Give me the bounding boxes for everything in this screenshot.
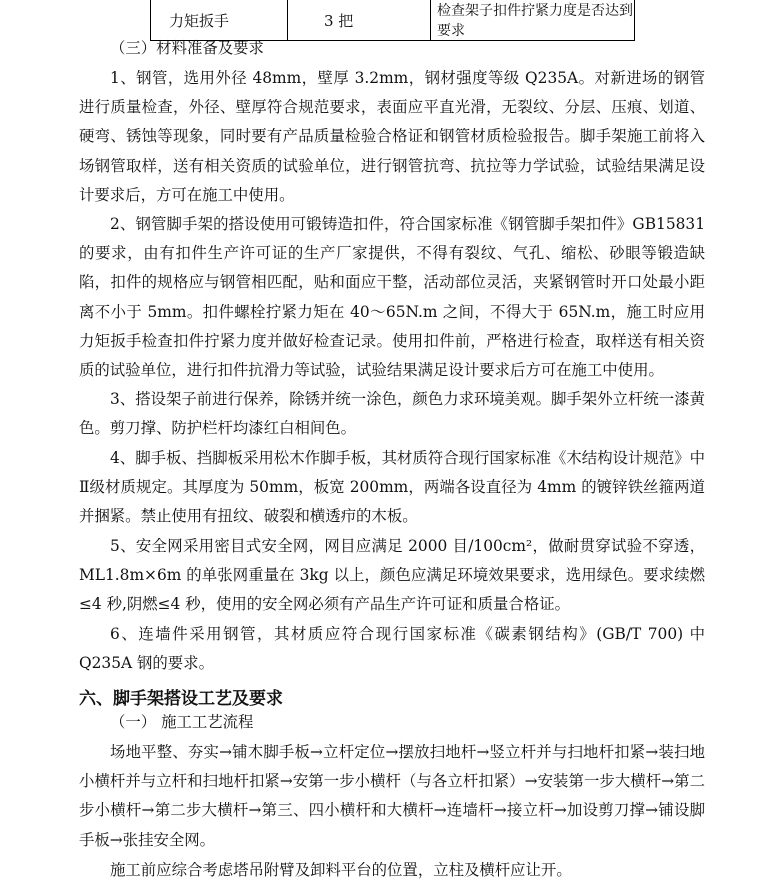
tool-purpose-cell: 检查架子扣件拧紧力度是否达到要求 [431, 0, 635, 41]
process-flow-text: 场地平整、夯实→铺木脚手板→立杆定位→摆放扫地杆→竖立杆并与扫地杆扣紧→装扫地小横杆并与立杆和扫地杆扣紧→安第一步小横杆（与各立杆扣紧）→安装第一步大横杆→第二步小横杆→第二步大横杆→第三、四小横杆和大横杆→连墙杆→接立杆→加设剪刀撑→铺设脚手板→张挂安全网。 [79, 743, 705, 849]
construction-note: 施工前应综合考虑塔吊附臂及卸料平台的位置，立柱及横杆应让开。 [110, 861, 572, 879]
material-item-1: 1、钢管，选用外径 48mm，壁厚 3.2mm，钢材强度等级 Q235A。对新进场的钢管进行质量检查，外径、壁厚符合规范要求，表面应平直光滑，无裂纹、分层、压痕、划道、硬弯、锈蚀等现象，同时要有产品质量检验合格证和钢管材质检验报告。脚手架施工前将入场钢管取样，送有相关资质的试验单位，进行钢管抗弯、抗拉等力学试验，试验结果满足设计要求后，方可在施工中使用。 [79, 69, 705, 204]
material-item-5: 5、安全网采用密目式安全网，网目应满足 2000 目/100cm²，做耐贯穿试验不穿透，ML1.8m×6m 的单张网重量在 3kg 以上，颜色应满足环境效果要求，选用绿色。要求续燃≤4 秒,阴燃≤4 秒，使用的安全网必须有产品生产许可证和质量合格证。 [79, 537, 705, 614]
tool-quantity-cell: 3 把 [288, 0, 431, 41]
material-item-3: 3、搭设架子前进行保养，除锈并统一涂色，颜色力求环境美观。脚手架外立杆统一漆黄色。剪刀撑、防护栏杆均漆红白相间色。 [79, 390, 705, 438]
process-flow-heading: （一） 施工工艺流程 [110, 713, 254, 731]
materials-heading: （三）材料准备及要求 [110, 39, 264, 57]
material-item-6: 6、连墙件采用钢管，其材质应符合现行国家标准《碳素钢结构》(GB/T 700) 中 Q235A 钢的要求。 [79, 625, 705, 673]
material-item-4: 4、脚手板、挡脚板采用松木作脚手板，其材质符合现行国家标准《木结构设计规范》中Ⅱ级材质规定。其厚度为 50mm，板宽 200mm，两端各设直径为 4mm 的镀锌铁丝箍两道并捆紧。禁止使用有扭纹、破裂和横透疖的木板。 [79, 449, 705, 526]
material-item-2: 2、钢管脚手架的搭设使用可锻铸造扣件，符合国家标准《钢管脚手架扣件》GB15831的要求，由有扣件生产许可证的生产厂家提供，不得有裂纹、气孔、缩松、砂眼等锻造缺陷，扣件的规格应与钢管相匹配，贴和面应干整，活动部位灵活，夹紧钢管时开口处最小距离不小于 5mm。扣件螺栓拧紧力矩在 40～65N.m 之间，不得大于 65N.m，施工时应用力矩扳手检查扣件拧紧力度并做好检查记录。使用扣件前，严格进行检查，取样送有相关资质的试验单位，进行扣件抗滑力等试验，试验结果满足设计要求后方可在施工中使用。 [79, 215, 705, 380]
tool-name-cell: 力矩扳手 [151, 0, 288, 41]
section-six-heading: 六、脚手架搭设工艺及要求 [79, 689, 283, 709]
